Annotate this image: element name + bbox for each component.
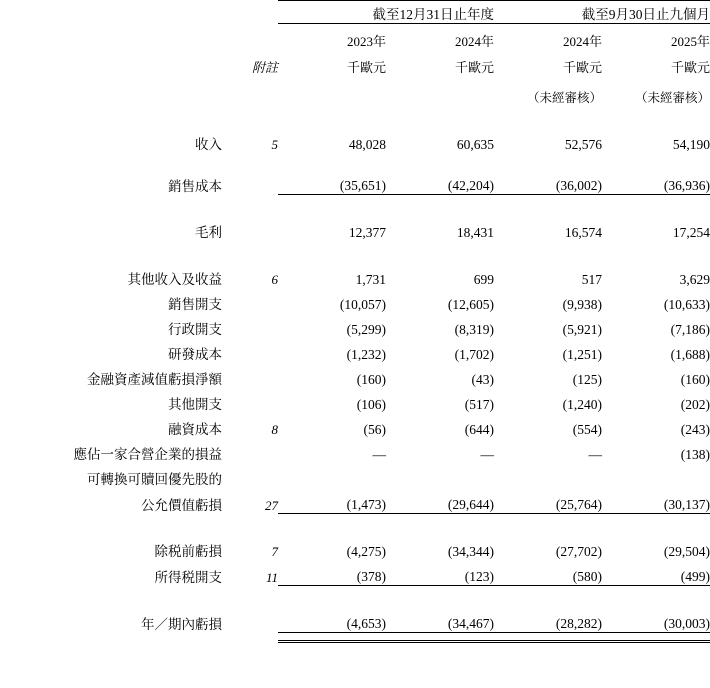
row-rule: [0, 633, 710, 642]
table-row: [0, 169, 710, 195]
table-row: [0, 128, 710, 153]
row-value: (125): [572, 372, 602, 387]
table-row: [0, 313, 710, 338]
row-label: 應佔一家合營企業的損益: [73, 447, 222, 462]
row-label: 融資成本: [168, 422, 222, 437]
row-note-reference: [222, 388, 278, 413]
table-row: [0, 438, 710, 463]
spacer-cell: [222, 591, 278, 607]
audit-flag-3: （未經審核）: [526, 91, 602, 105]
row-value: 699: [473, 272, 494, 287]
row-value: [494, 463, 602, 488]
row-value: (123): [464, 569, 494, 584]
header-blank-note-2: [222, 24, 278, 51]
row-value: (5,299): [346, 322, 386, 337]
table-row: [0, 560, 710, 586]
spacer-cell: [0, 241, 222, 263]
spacer-cell: [602, 519, 710, 535]
row-value: (160): [680, 372, 710, 387]
row-value: (42,204): [447, 178, 494, 193]
table-row: [0, 288, 710, 313]
column-group-year: 截至12月31日止年度: [278, 1, 494, 24]
row-value: (30,003): [663, 616, 710, 631]
row-note-reference: [222, 288, 278, 313]
row-value: (43): [471, 372, 494, 387]
row-value: 60,635: [456, 137, 494, 152]
spacer-cell: [602, 153, 710, 169]
column-header-period-2025: 2025年: [602, 24, 710, 51]
row-spacer: [0, 106, 710, 128]
row-label: 其他收入及收益: [127, 272, 222, 287]
row-value: (1,702): [454, 347, 494, 362]
column-header-period-2024: 2024年: [494, 24, 602, 51]
spacer-cell: [386, 241, 494, 263]
table-row: [0, 388, 710, 413]
row-value: (10,633): [663, 297, 710, 312]
table-row: [0, 535, 710, 560]
row-value: (1,240): [562, 397, 602, 412]
column-header-note: 附註: [251, 60, 278, 75]
spacer-cell: [386, 153, 494, 169]
row-note-reference: [222, 363, 278, 388]
spacer-cell: [278, 519, 386, 535]
row-value: 17,254: [672, 225, 710, 240]
row-label: 銷售成本: [168, 178, 222, 194]
row-value: 1,731: [355, 272, 386, 287]
spacer-cell: [386, 591, 494, 607]
spacer-cell: [494, 241, 602, 263]
row-note-reference: [222, 438, 278, 463]
column-header-year-2024: 2024年: [386, 24, 494, 51]
spacer-cell: [278, 241, 386, 263]
table-row: [0, 463, 710, 488]
row-spacer: [0, 241, 710, 263]
column-unit-4: 千歐元: [670, 60, 710, 75]
header-blank-label-2: [0, 24, 222, 51]
row-label: 收入: [195, 137, 222, 152]
spacer-cell: [494, 591, 602, 607]
row-label: 除税前虧損: [154, 544, 222, 559]
row-value: (106): [356, 397, 386, 412]
row-value: (580): [572, 569, 602, 584]
row-value: (36,002): [555, 178, 602, 193]
row-value: (644): [464, 422, 494, 437]
spacer-cell: [222, 106, 278, 128]
row-value: (554): [572, 422, 602, 437]
row-value: (4,275): [346, 544, 386, 559]
row-note-reference: 5: [271, 137, 278, 152]
row-value: (1,473): [346, 497, 386, 512]
column-unit-1: 千歐元: [346, 60, 386, 75]
spacer-cell: [602, 200, 710, 216]
row-value: (138): [680, 447, 710, 462]
spacer-cell: [278, 200, 386, 216]
table-body: [0, 106, 710, 642]
row-spacer: [0, 200, 710, 216]
row-value: (34,344): [447, 544, 494, 559]
rule-cell: [386, 633, 494, 642]
row-value: (243): [680, 422, 710, 437]
row-note-reference: 6: [271, 272, 278, 287]
row-label: 金融資產減值虧損淨額: [87, 372, 222, 387]
column-group-ninemonths: 截至9月30日止九個月: [494, 1, 710, 24]
rule-cell: [494, 633, 602, 642]
row-note-reference: [222, 169, 278, 195]
row-value: (517): [464, 397, 494, 412]
header-blank-label-4: [0, 76, 222, 106]
spacer-cell: [0, 153, 222, 169]
spacer-cell: [386, 200, 494, 216]
table-row: [0, 263, 710, 288]
row-note-reference: [222, 216, 278, 241]
row-value: 18,431: [456, 225, 494, 240]
row-value: —: [372, 447, 386, 462]
rule-pad: [222, 633, 278, 642]
row-value: (34,467): [447, 616, 494, 631]
header-row-years: [0, 24, 710, 51]
row-spacer: [0, 519, 710, 535]
audit-flag-4: （未經審核）: [634, 91, 710, 105]
header-blank-label-3: [0, 50, 222, 76]
row-note-reference: 11: [265, 569, 278, 585]
column-unit-3: 千歐元: [562, 60, 602, 75]
row-value: [602, 463, 710, 488]
column-unit-2: 千歐元: [454, 60, 494, 75]
row-value: (5,921): [562, 322, 602, 337]
spacer-cell: [222, 241, 278, 263]
row-value: (1,232): [346, 347, 386, 362]
row-value: 52,576: [564, 137, 602, 152]
row-value: (202): [680, 397, 710, 412]
header-blank-label: [0, 1, 222, 24]
row-note-reference: [222, 607, 278, 633]
row-value: (378): [356, 569, 386, 584]
spacer-cell: [494, 519, 602, 535]
row-value: 517: [581, 272, 602, 287]
row-label: 其他開支: [168, 397, 222, 412]
row-value: (10,057): [339, 297, 386, 312]
spacer-cell: [0, 591, 222, 607]
row-value: (9,938): [562, 297, 602, 312]
row-label: 銷售開支: [168, 297, 222, 312]
spacer-cell: [278, 591, 386, 607]
row-value: 16,574: [564, 225, 602, 240]
row-value: 3,629: [679, 272, 710, 287]
table-row: [0, 338, 710, 363]
row-label: 所得税開支: [154, 569, 222, 585]
spacer-cell: [0, 106, 222, 128]
row-value: (29,644): [447, 497, 494, 512]
row-value: (27,702): [555, 544, 602, 559]
row-value: (30,137): [663, 497, 710, 512]
row-value: (499): [680, 569, 710, 584]
row-value: (28,282): [555, 616, 602, 631]
row-value: —: [480, 447, 494, 462]
row-label: 毛利: [195, 225, 222, 240]
row-value: (160): [356, 372, 386, 387]
spacer-cell: [386, 519, 494, 535]
row-spacer: [0, 591, 710, 607]
header-row-units: [0, 50, 710, 76]
rule-pad: [0, 633, 222, 642]
row-label: 公允價值虧損: [141, 497, 222, 513]
table-row: [0, 607, 710, 633]
header-blank-note: [222, 1, 278, 24]
row-label: 行政開支: [168, 322, 222, 337]
spacer-cell: [602, 106, 710, 128]
row-value: (35,651): [339, 178, 386, 193]
row-value: (8,319): [454, 322, 494, 337]
audit-flag-1: [278, 76, 386, 106]
spacer-cell: [278, 153, 386, 169]
header-row-groups: [0, 1, 710, 24]
audit-flag-2: [386, 76, 494, 106]
row-value: (1,688): [670, 347, 710, 362]
row-value: (36,936): [663, 178, 710, 193]
header-row-audit-flags: [0, 76, 710, 106]
header-blank-note-4: [222, 76, 278, 106]
spacer-cell: [602, 241, 710, 263]
table-header-group: [0, 1, 710, 107]
table-row: [0, 216, 710, 241]
row-value: (12,605): [447, 297, 494, 312]
row-label: 研發成本: [168, 347, 222, 362]
table-row: [0, 488, 710, 514]
row-value: —: [588, 447, 602, 462]
row-value: (25,764): [555, 497, 602, 512]
row-value: 48,028: [348, 137, 386, 152]
row-note-reference: [222, 338, 278, 363]
spacer-cell: [222, 153, 278, 169]
spacer-cell: [0, 519, 222, 535]
spacer-cell: [0, 200, 222, 216]
spacer-cell: [494, 200, 602, 216]
column-header-year-2023: 2023年: [278, 24, 386, 51]
rule-cell: [278, 633, 386, 642]
row-value: (4,653): [346, 616, 386, 631]
row-note-reference: 27: [265, 497, 278, 513]
row-note-reference: [222, 463, 278, 488]
spacer-cell: [602, 591, 710, 607]
spacer-cell: [222, 519, 278, 535]
table-row: [0, 413, 710, 438]
spacer-cell: [222, 200, 278, 216]
row-value: [386, 463, 494, 488]
row-label: 可轉換可贖回優先股的: [87, 472, 222, 487]
row-spacer: [0, 153, 710, 169]
row-note-reference: [222, 313, 278, 338]
row-value: (1,251): [562, 347, 602, 362]
spacer-cell: [494, 153, 602, 169]
row-value: (7,186): [670, 322, 710, 337]
spacer-cell: [386, 106, 494, 128]
row-label: 年／期內虧損: [141, 616, 222, 632]
rule-cell: [602, 633, 710, 642]
row-value: [278, 463, 386, 488]
spacer-cell: [278, 106, 386, 128]
table-row: [0, 363, 710, 388]
row-value: 12,377: [348, 225, 386, 240]
row-value: (56): [363, 422, 386, 437]
spacer-cell: [494, 106, 602, 128]
row-note-reference: 7: [271, 544, 278, 559]
row-note-reference: 8: [271, 422, 278, 437]
row-value: (29,504): [663, 544, 710, 559]
row-value: 54,190: [672, 137, 710, 152]
